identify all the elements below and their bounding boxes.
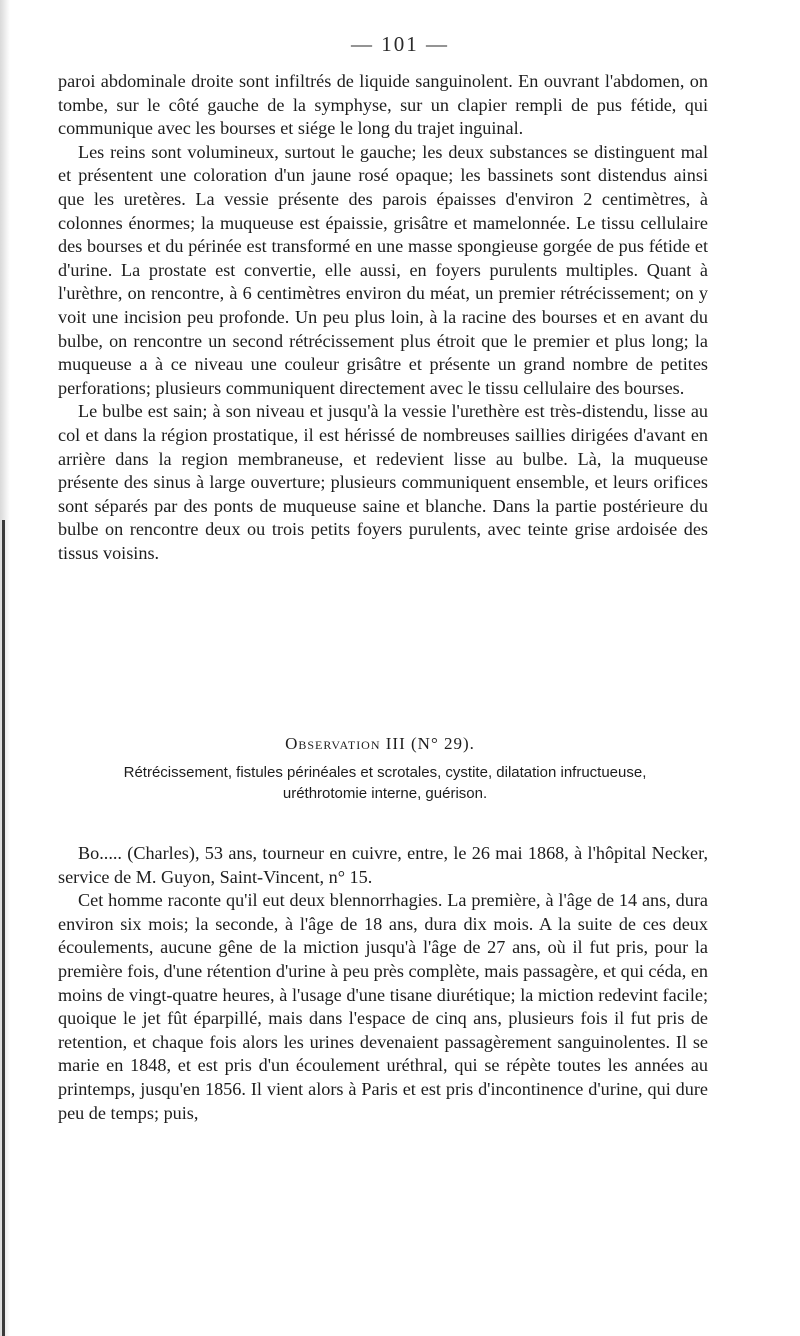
summary-line: Rétrécissement, fistules périnéales et scrotales, cystite, dilatation infructueuse, — [123, 764, 647, 781]
observation-title: Observation III (N° 29). — [285, 734, 475, 753]
paragraph: Les reins sont volumineux, surtout le gauche; les deux substances se distinguent mal et présentent une coloration d'un jaune rosé opaque; les bassinets sont distendus ainsi que les uretères. La vessie présente des parois épaisses d'environ 2 centimètres, à colonnes énormes; la muqueuse est épaissie, grisâtre et mamelonnée. Le tissu cellulaire des bourses et du périnée est transformé en une masse spongieuse gorgée de pus fétide et d'urine. La prostate est convertie, elle aussi, en foyers purulents multiples. Quant à l'urèthre, on rencontre, à 6 centimètres environ du méat, un premier rétrécissement; on y voit une incision peu profonde. Un peu plus loin, à la racine des bourses et en avant du bulbe, on rencontre un second rétrécissement plus étroit que le premier et plus long; la muqueuse a à ce niveau une couleur grisâtre et présente un grand nombre de petites perforations; plusieurs communiquent directement avec le tissu cellulaire des bourses. — [58, 141, 708, 398]
paragraph: Bo..... (Charles), 53 ans, tourneur en cuivre, entre, le 26 mai 1868, à l'hôpital Necker, service de M. Guyon, Saint-Vincent, n° 15. — [58, 843, 708, 887]
summary-line: uréthrotomie interne, guérison. — [282, 785, 488, 802]
paragraph: Le bulbe est sain; à son niveau et jusqu'à la vessie l'urethère est très-distendu, lisse au col et dans la région prostatique, il est hérissé de nombreuses saillies dirigées d'avant en arrière dans la region membraneuse, et redevient lisse au bulbe. Là, la muqueuse présente des sinus à large ouverture; plusieurs communiquent ensemble, et leurs orifices sont séparés par des ponts de muqueuse saine et blanche. Dans la partie postérieure du bulbe on rencontre deux ou trois petits foyers purulents, avec teinte grise ardoisée des tissus voisins. — [58, 401, 708, 563]
paragraph: paroi abdominale droite sont infiltrés de liquide sanguinolent. En ouvrant l'abdomen, on tombe, sur le côté gauche de la symphyse, sur un clapier rempli de pus fétide, qui communique avec les bourses et siége le long du trajet inguinal. — [58, 71, 708, 139]
paragraph: Cet homme raconte qu'il eut deux blennorrhagies. La première, à l'âge de 14 ans, dura environ six mois; la seconde, à l'âge de 18 ans, dura dix mois. A la suite de ces deux écoulements, aucune gêne de la miction jusqu'à l'âge de 27 ans, où il fut pris, pour la première fois, d'une rétention d'urine à peu près complète, mais passagère, et qui céda, en moins de vingt-quatre heures, à l'usage d'une tisane diurétique; la miction redevint facile; quoique le jet fût éparpillé, mais dans l'espace de cinq ans, plusieurs fois il fut pris de retention, et chaque fois alors les urines devenaient passagèrement sanguinolentes. Il se marie en 1848, et est pris d'un écoulement uréthral, qui se répète toutes les années au printemps, jusqu'en 1856. Il vient alors à Paris et est pris d'incontinence d'urine, qui dure peu de temps; puis, — [58, 890, 708, 1123]
binding-edge-line — [2, 520, 5, 1336]
observation-summary — [100, 762, 670, 804]
body-text-after — [58, 842, 708, 1125]
body-text-before — [58, 70, 708, 565]
page-number-header: — 101 — — [351, 32, 449, 56]
